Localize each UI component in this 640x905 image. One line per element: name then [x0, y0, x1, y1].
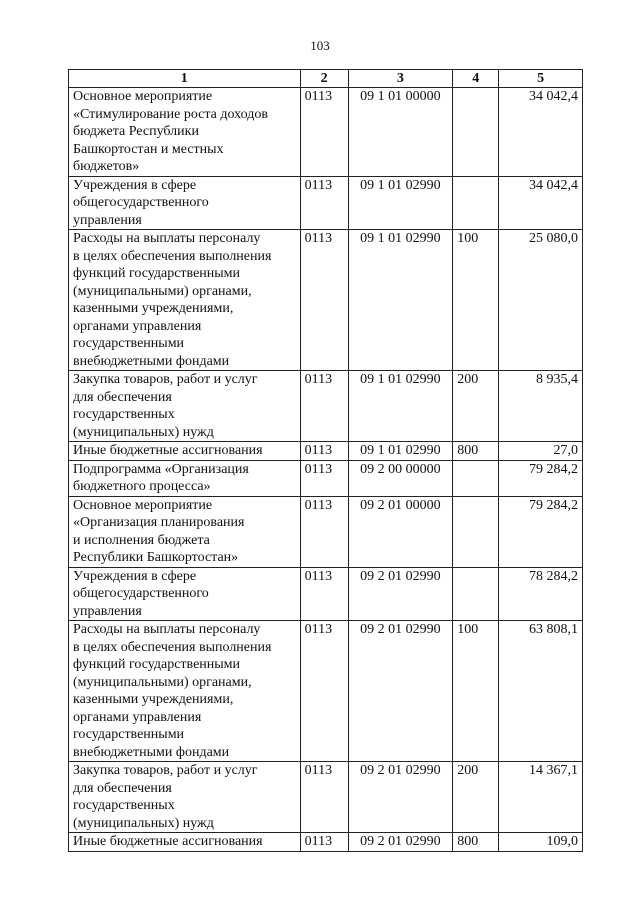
table-row	[69, 833, 583, 852]
row-expense-type-cell: 800	[453, 442, 499, 461]
row-section-cell: 0113	[300, 496, 348, 567]
row-section-cell: 0113	[300, 88, 348, 177]
row-name-cell: Иные бюджетные ассигнования	[69, 833, 301, 852]
row-expense-type-cell	[453, 496, 499, 567]
table-row	[69, 176, 583, 230]
row-section-cell: 0113	[300, 567, 348, 621]
page-number: 103	[310, 38, 330, 53]
row-name-cell: Закупка товаров, работ и услуг для обеспечения государственных (муниципальных) нужд	[69, 371, 301, 442]
row-amount-cell: 25 080,0	[499, 230, 583, 371]
row-expense-type-cell: 200	[453, 762, 499, 833]
row-name-cell: Основное мероприятие «Стимулирование роста доходов бюджета Республики Башкортостан и местных бюджетов»	[69, 88, 301, 177]
table-row	[69, 567, 583, 621]
row-name-cell: Закупка товаров, работ и услуг для обеспечения государственных (муниципальных) нужд	[69, 762, 301, 833]
row-target-code-cell: 09 1 01 02990	[348, 371, 453, 442]
row-amount-cell: 8 935,4	[499, 371, 583, 442]
row-amount-cell: 34 042,4	[499, 88, 583, 177]
row-amount-cell: 79 284,2	[499, 496, 583, 567]
row-name-cell: Подпрограмма «Организация бюджетного процесса»	[69, 460, 301, 496]
header-col-1: 1	[69, 70, 301, 88]
row-section-cell: 0113	[300, 621, 348, 762]
row-section-cell: 0113	[300, 833, 348, 852]
row-section-cell: 0113	[300, 371, 348, 442]
header-col-2: 2	[300, 70, 348, 88]
row-target-code-cell: 09 2 00 00000	[348, 460, 453, 496]
row-target-code-cell: 09 2 01 02990	[348, 621, 453, 762]
row-section-cell: 0113	[300, 442, 348, 461]
header-col-4: 4	[453, 70, 499, 88]
row-name-cell: Основное мероприятие «Организация планирования и исполнения бюджета Республики Башкортостан»	[69, 496, 301, 567]
header-col-3: 3	[348, 70, 453, 88]
row-section-cell: 0113	[300, 176, 348, 230]
row-section-cell: 0113	[300, 460, 348, 496]
table-row	[69, 442, 583, 461]
row-amount-cell: 79 284,2	[499, 460, 583, 496]
row-target-code-cell: 09 1 01 02990	[348, 442, 453, 461]
row-expense-type-cell	[453, 88, 499, 177]
table-row	[69, 762, 583, 833]
table-row	[69, 230, 583, 371]
row-target-code-cell: 09 2 01 02990	[348, 762, 453, 833]
row-target-code-cell: 09 2 01 02990	[348, 833, 453, 852]
table-row	[69, 621, 583, 762]
row-expense-type-cell	[453, 176, 499, 230]
table-row	[69, 460, 583, 496]
row-amount-cell: 109,0	[499, 833, 583, 852]
row-section-cell: 0113	[300, 230, 348, 371]
row-target-code-cell: 09 2 01 02990	[348, 567, 453, 621]
table-row	[69, 88, 583, 177]
row-target-code-cell: 09 1 01 02990	[348, 176, 453, 230]
row-name-cell: Расходы на выплаты персоналу в целях обеспечения выполнения функций государственными (муниципальными) органами, казенными учреждениями, органами управления государственными внебюджетными фондами	[69, 230, 301, 371]
table-row	[69, 371, 583, 442]
row-expense-type-cell: 200	[453, 371, 499, 442]
header-col-5: 5	[499, 70, 583, 88]
row-expense-type-cell	[453, 567, 499, 621]
row-target-code-cell: 09 1 01 00000	[348, 88, 453, 177]
row-expense-type-cell: 100	[453, 230, 499, 371]
row-amount-cell: 63 808,1	[499, 621, 583, 762]
row-target-code-cell: 09 1 01 02990	[348, 230, 453, 371]
row-section-cell: 0113	[300, 762, 348, 833]
row-name-cell: Иные бюджетные ассигнования	[69, 442, 301, 461]
row-name-cell: Учреждения в сфере общегосударственного управления	[69, 176, 301, 230]
row-amount-cell: 34 042,4	[499, 176, 583, 230]
row-amount-cell: 78 284,2	[499, 567, 583, 621]
row-target-code-cell: 09 2 01 00000	[348, 496, 453, 567]
row-amount-cell: 27,0	[499, 442, 583, 461]
row-amount-cell: 14 367,1	[499, 762, 583, 833]
table-body	[69, 88, 583, 852]
row-name-cell: Учреждения в сфере общегосударственного управления	[69, 567, 301, 621]
budget-table	[68, 69, 583, 852]
table-header-row	[69, 70, 583, 88]
table-row	[69, 496, 583, 567]
row-expense-type-cell: 800	[453, 833, 499, 852]
row-name-cell: Расходы на выплаты персоналу в целях обеспечения выполнения функций государственными (муниципальными) органами, казенными учреждениями, органами управления государственными внебюджетными фондами	[69, 621, 301, 762]
row-expense-type-cell: 100	[453, 621, 499, 762]
row-expense-type-cell	[453, 460, 499, 496]
